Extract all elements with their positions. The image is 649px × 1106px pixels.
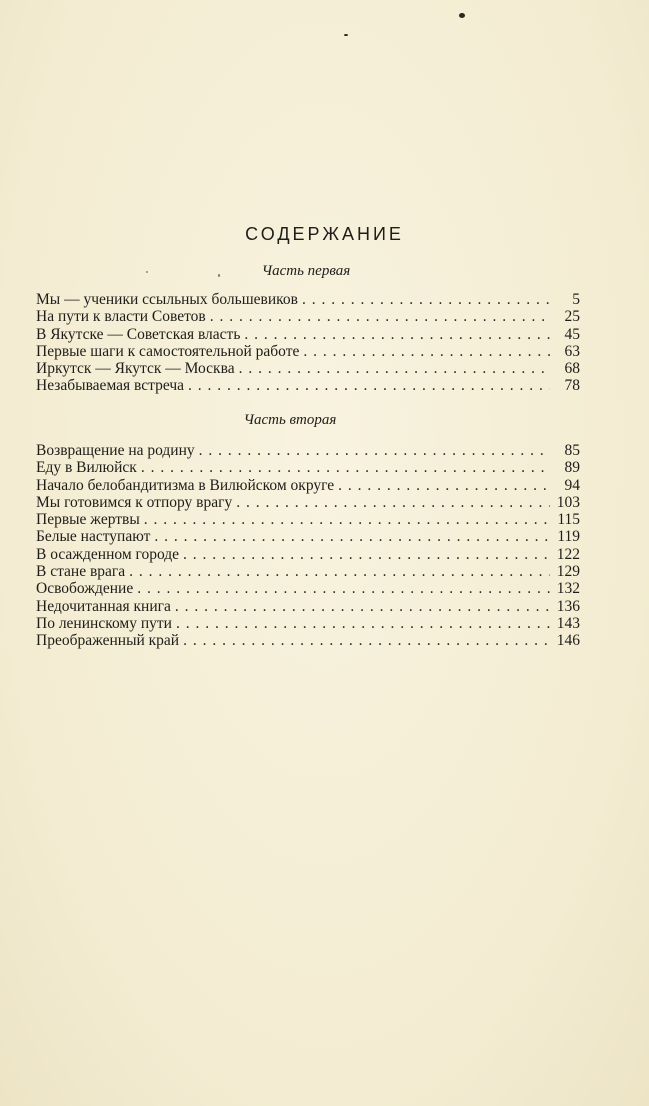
toc-entry-title: Мы готовимся к отпору врагу	[36, 493, 233, 511]
toc-entry	[36, 326, 580, 343]
toc-leader-dots	[129, 563, 550, 580]
toc-entry-title: Начало белобандитизма в Вилюйском округе	[36, 476, 335, 494]
toc-entry-page: 25	[564, 308, 580, 326]
toc-leader-dots	[199, 442, 550, 459]
toc-entry-title: Еду в Вилюйск	[36, 459, 137, 477]
toc-entry-title: Преображенный край	[36, 632, 180, 650]
toc-entry-page: 89	[564, 459, 580, 477]
toc-entry	[36, 477, 580, 494]
toc-leader-dots	[154, 528, 550, 545]
toc-leader-dots	[210, 308, 550, 325]
toc-entry-title: Мы — ученики ссыльных большевиков	[36, 291, 298, 308]
toc-leader-dots	[141, 459, 550, 476]
toc-entry-page: 63	[564, 342, 580, 360]
toc-leader-dots	[236, 494, 550, 511]
page-title: СОДЕРЖАНИЕ	[245, 224, 404, 244]
toc-entry	[36, 377, 580, 394]
toc-entry-page: 78	[564, 377, 580, 395]
toc-entry-title: В стане врага	[36, 563, 126, 581]
toc-leader-dots	[302, 291, 550, 308]
toc-leader-dots	[176, 615, 550, 632]
toc-entry	[36, 511, 580, 528]
toc-entry	[36, 580, 580, 597]
toc-entry-page: 132	[556, 580, 580, 598]
toc-entry-title: На пути к власти Советов	[36, 308, 206, 326]
toc-entry	[36, 546, 580, 563]
toc-leader-dots	[137, 580, 550, 597]
toc-entry-page: 85	[564, 442, 580, 459]
toc-entry-title: Освобождение	[36, 580, 134, 598]
toc-entry	[36, 291, 580, 308]
ink-speck	[459, 13, 465, 18]
toc-entry	[36, 615, 580, 632]
toc-entry-title: Возвращение на родину	[36, 442, 195, 459]
toc-entry-page: 122	[556, 545, 580, 563]
toc-entry-title: Иркутск — Якутск — Москва	[36, 360, 235, 378]
toc-entry-page: 45	[564, 325, 580, 343]
toc-entry-title: Недочитанная книга	[36, 597, 171, 615]
toc-entry	[36, 494, 580, 511]
toc-leader-dots	[188, 377, 550, 394]
toc-entry-page: 119	[557, 528, 580, 546]
toc-entry-page: 143	[556, 614, 580, 632]
toc-leader-dots	[303, 343, 550, 360]
toc-entry	[36, 459, 580, 476]
toc-entry-page: 5	[572, 291, 580, 308]
toc-leader-dots	[144, 511, 550, 528]
toc-entry-page: 136	[556, 597, 580, 615]
toc-entry-page: 68	[564, 360, 580, 378]
toc-entry	[36, 563, 580, 580]
part-heading: Часть первая	[261, 263, 351, 279]
toc-leader-dots	[239, 360, 550, 377]
toc-entry	[36, 308, 580, 325]
toc-entry-page: 94	[564, 476, 580, 494]
toc-entry-page: 146	[556, 632, 580, 650]
toc-leader-dots	[183, 632, 550, 649]
toc-entry-title: Незабываемая встреча	[36, 377, 185, 395]
toc-list	[36, 291, 580, 395]
toc-entry-title: В осажденном городе	[36, 545, 180, 563]
toc-entry	[36, 632, 580, 649]
toc-leader-dots	[338, 477, 550, 494]
toc-leader-dots	[175, 598, 550, 615]
toc-entry-page: 129	[556, 563, 580, 581]
toc-entry	[36, 442, 580, 459]
toc-entry-title: Первые жертвы	[36, 511, 140, 529]
ink-speck	[344, 34, 348, 36]
toc-entry	[36, 343, 580, 360]
toc-entry-title: В Якутске — Советская власть	[36, 325, 241, 343]
toc-entry-title: По ленинскому пути	[36, 614, 172, 632]
toc-leader-dots	[244, 326, 550, 343]
toc-entry	[36, 360, 580, 377]
part-heading: Часть вторая	[243, 412, 337, 428]
toc-entry	[36, 598, 580, 615]
toc-entry-title: Первые шаги к самостоятельной работе	[36, 342, 300, 360]
toc-entry-page: 115	[557, 511, 580, 529]
toc-entry-title: Белые наступают	[36, 528, 151, 546]
toc-leader-dots	[183, 546, 550, 563]
toc-entry-page: 103	[556, 493, 580, 511]
toc-entry	[36, 528, 580, 545]
toc-list	[36, 442, 580, 650]
